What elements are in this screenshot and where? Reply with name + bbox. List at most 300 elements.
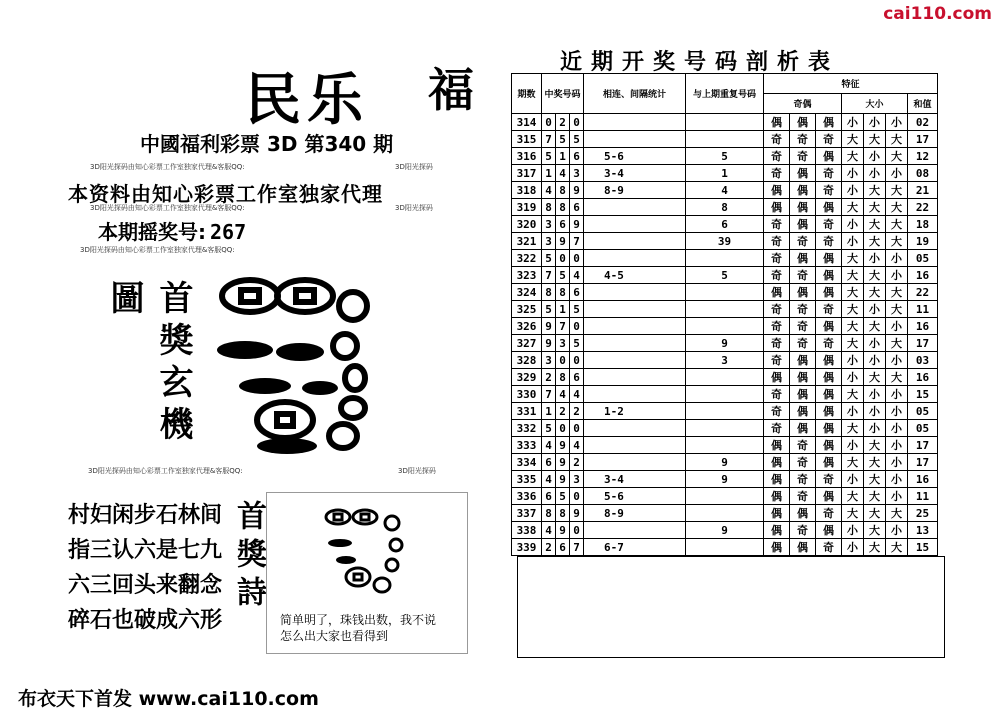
repeat-cell: 5 <box>686 148 764 165</box>
odd-even-cell: 奇 <box>764 131 790 148</box>
size-cell: 小 <box>842 437 864 454</box>
poem-line: 指三认六是七九 <box>68 538 223 563</box>
adjacent-cell: 3-4 <box>584 165 686 182</box>
adjacent-cell: 3-4 <box>584 471 686 488</box>
odd-even-cell: 偶 <box>764 369 790 386</box>
digit-cell: 6 <box>556 539 570 556</box>
site-watermark: cai110.com <box>883 4 992 24</box>
header-sum: 和值 <box>908 94 938 114</box>
digit-cell: 5 <box>542 250 556 267</box>
odd-even-cell: 偶 <box>764 199 790 216</box>
odd-even-cell: 奇 <box>790 471 816 488</box>
issue-cell: 336 <box>512 488 542 505</box>
table-row <box>512 471 938 488</box>
repeat-cell <box>686 114 764 131</box>
odd-even-cell: 偶 <box>816 488 842 505</box>
size-cell: 小 <box>842 165 864 182</box>
digit-cell: 5 <box>570 301 584 318</box>
size-cell: 小 <box>864 420 886 437</box>
issue-cell: 326 <box>512 318 542 335</box>
digit-cell: 5 <box>556 488 570 505</box>
sum-cell: 17 <box>908 454 938 471</box>
size-cell: 大 <box>886 182 908 199</box>
digit-cell: 5 <box>570 131 584 148</box>
odd-even-cell: 偶 <box>816 522 842 539</box>
odd-even-cell: 奇 <box>816 301 842 318</box>
odd-even-cell: 奇 <box>764 148 790 165</box>
digit-cell: 4 <box>570 437 584 454</box>
sum-cell: 19 <box>908 233 938 250</box>
agency-tiny-note: 3D阳光探码 <box>398 467 436 475</box>
size-cell: 大 <box>842 488 864 505</box>
table-row <box>512 267 938 284</box>
adjacent-cell <box>584 284 686 301</box>
size-cell: 小 <box>842 233 864 250</box>
repeat-cell <box>686 369 764 386</box>
sum-cell: 08 <box>908 165 938 182</box>
digit-cell: 5 <box>542 420 556 437</box>
odd-even-cell: 奇 <box>790 148 816 165</box>
size-cell: 大 <box>886 335 908 352</box>
digit-cell: 4 <box>570 386 584 403</box>
table-row <box>512 216 938 233</box>
size-cell: 小 <box>842 471 864 488</box>
digit-cell: 4 <box>556 386 570 403</box>
issue-cell: 318 <box>512 182 542 199</box>
size-cell: 大 <box>886 199 908 216</box>
odd-even-cell: 偶 <box>790 199 816 216</box>
odd-even-cell: 奇 <box>816 131 842 148</box>
size-cell: 大 <box>842 301 864 318</box>
digit-cell: 4 <box>542 437 556 454</box>
odd-even-cell: 奇 <box>790 301 816 318</box>
odd-even-cell: 奇 <box>764 267 790 284</box>
odd-even-cell: 偶 <box>816 386 842 403</box>
digit-cell: 3 <box>570 471 584 488</box>
odd-even-cell: 偶 <box>816 250 842 267</box>
adjacent-cell <box>584 352 686 369</box>
table-row <box>512 250 938 267</box>
draw-stats-table <box>511 73 938 556</box>
odd-even-cell: 奇 <box>816 335 842 352</box>
agency-tiny-note: 3D阳光探码由知心彩票工作室独家代理&客服QQ: <box>90 204 245 212</box>
issue-cell: 335 <box>512 471 542 488</box>
odd-even-cell: 偶 <box>764 114 790 131</box>
digit-cell: 0 <box>570 114 584 131</box>
repeat-cell: 9 <box>686 522 764 539</box>
footer-credit: 布衣天下首发 www.cai110.com <box>18 688 319 710</box>
digit-cell: 3 <box>542 352 556 369</box>
adjacent-cell <box>584 437 686 454</box>
table-row <box>512 114 938 131</box>
size-cell: 大 <box>864 522 886 539</box>
digit-cell: 8 <box>556 505 570 522</box>
size-cell: 大 <box>842 335 864 352</box>
agency-tiny-note: 3D阳光探码由知心彩票工作室独家代理&客服QQ: <box>80 246 235 254</box>
size-cell: 大 <box>886 148 908 165</box>
repeat-cell <box>686 250 764 267</box>
sum-cell: 25 <box>908 505 938 522</box>
agency-tiny-note: 3D阳光探码 <box>395 163 433 171</box>
digit-cell: 0 <box>570 318 584 335</box>
odd-even-cell: 奇 <box>790 318 816 335</box>
digit-cell: 9 <box>570 216 584 233</box>
odd-even-cell: 奇 <box>764 250 790 267</box>
sum-cell: 17 <box>908 437 938 454</box>
digit-cell: 0 <box>570 352 584 369</box>
size-cell: 大 <box>864 267 886 284</box>
size-cell: 小 <box>864 301 886 318</box>
odd-even-cell: 偶 <box>764 437 790 454</box>
odd-even-cell: 偶 <box>790 216 816 233</box>
size-cell: 小 <box>886 318 908 335</box>
repeat-cell: 3 <box>686 352 764 369</box>
size-cell: 小 <box>886 522 908 539</box>
adjacent-cell: 5-6 <box>584 148 686 165</box>
issue-heading: 中國福利彩票 3D 第340 期 <box>140 132 394 156</box>
odd-even-cell: 偶 <box>790 284 816 301</box>
issue-cell: 329 <box>512 369 542 386</box>
digit-cell: 8 <box>542 199 556 216</box>
sum-cell: 12 <box>908 148 938 165</box>
issue-cell: 334 <box>512 454 542 471</box>
size-cell: 大 <box>886 284 908 301</box>
digit-cell: 9 <box>542 335 556 352</box>
size-cell: 小 <box>886 267 908 284</box>
odd-even-cell: 偶 <box>816 352 842 369</box>
sum-cell: 16 <box>908 318 938 335</box>
header-features: 特征 <box>764 74 938 94</box>
odd-even-cell: 奇 <box>790 454 816 471</box>
digit-cell: 7 <box>570 233 584 250</box>
odd-even-cell: 奇 <box>764 386 790 403</box>
digit-cell: 7 <box>570 539 584 556</box>
header-adjacent: 相连、间隔统计 <box>584 74 686 114</box>
odd-even-cell: 奇 <box>764 233 790 250</box>
odd-even-cell: 偶 <box>816 420 842 437</box>
odd-even-cell: 偶 <box>816 267 842 284</box>
issue-cell: 323 <box>512 267 542 284</box>
prize-poem <box>68 498 222 638</box>
table-row <box>512 454 938 471</box>
sum-cell: 11 <box>908 488 938 505</box>
size-cell: 小 <box>842 216 864 233</box>
digit-cell: 5 <box>570 335 584 352</box>
table-row <box>512 335 938 352</box>
adjacent-cell <box>584 454 686 471</box>
odd-even-cell: 奇 <box>764 165 790 182</box>
digit-cell: 1 <box>556 301 570 318</box>
size-cell: 小 <box>842 539 864 556</box>
size-cell: 小 <box>886 386 908 403</box>
poem-line: 村妇闲步石林间 <box>68 503 223 528</box>
table-row <box>512 199 938 216</box>
digit-cell: 7 <box>556 318 570 335</box>
issue-cell: 339 <box>512 539 542 556</box>
digit-cell: 2 <box>556 403 570 420</box>
size-cell: 大 <box>842 505 864 522</box>
odd-even-cell: 偶 <box>764 488 790 505</box>
odd-even-cell: 偶 <box>764 182 790 199</box>
size-cell: 小 <box>842 403 864 420</box>
repeat-cell <box>686 420 764 437</box>
sum-cell: 05 <box>908 403 938 420</box>
coin-puzzle-image <box>205 268 375 458</box>
odd-even-cell: 偶 <box>764 471 790 488</box>
table-row <box>512 437 938 454</box>
sum-cell: 15 <box>908 539 938 556</box>
odd-even-cell: 奇 <box>816 539 842 556</box>
digit-cell: 0 <box>570 488 584 505</box>
sum-cell: 17 <box>908 131 938 148</box>
digit-cell: 9 <box>556 522 570 539</box>
digit-cell: 0 <box>542 114 556 131</box>
adjacent-cell <box>584 420 686 437</box>
odd-even-cell: 奇 <box>790 233 816 250</box>
odd-even-cell: 偶 <box>790 182 816 199</box>
digit-cell: 3 <box>570 165 584 182</box>
odd-even-cell: 偶 <box>764 284 790 301</box>
repeat-cell: 1 <box>686 165 764 182</box>
digit-cell: 8 <box>556 182 570 199</box>
repeat-cell: 9 <box>686 471 764 488</box>
size-cell: 小 <box>886 488 908 505</box>
size-cell: 大 <box>886 216 908 233</box>
size-cell: 小 <box>864 386 886 403</box>
adjacent-cell: 1-2 <box>584 403 686 420</box>
repeat-cell: 6 <box>686 216 764 233</box>
odd-even-cell: 偶 <box>790 369 816 386</box>
odd-even-cell: 奇 <box>764 403 790 420</box>
size-cell: 小 <box>842 114 864 131</box>
odd-even-cell: 偶 <box>816 403 842 420</box>
adjacent-cell: 5-6 <box>584 488 686 505</box>
digit-cell: 4 <box>542 182 556 199</box>
digit-cell: 5 <box>556 131 570 148</box>
digit-cell: 0 <box>556 352 570 369</box>
digit-cell: 4 <box>542 471 556 488</box>
digit-cell: 0 <box>556 250 570 267</box>
issue-cell: 314 <box>512 114 542 131</box>
poem-line: 碎石也破成六形 <box>68 608 223 633</box>
issue-cell: 328 <box>512 352 542 369</box>
size-cell: 小 <box>864 165 886 182</box>
digit-cell: 5 <box>556 267 570 284</box>
odd-even-cell: 奇 <box>790 267 816 284</box>
header-size: 大小 <box>842 94 908 114</box>
issue-cell: 324 <box>512 284 542 301</box>
adjacent-cell <box>584 250 686 267</box>
sum-cell: 16 <box>908 471 938 488</box>
sum-cell: 22 <box>908 199 938 216</box>
digit-cell: 8 <box>542 505 556 522</box>
hint-line: 怎么出大家也看得到 <box>280 629 389 643</box>
digit-cell: 9 <box>556 471 570 488</box>
table-row <box>512 369 938 386</box>
digit-cell: 6 <box>556 216 570 233</box>
size-cell: 大 <box>864 318 886 335</box>
issue-cell: 316 <box>512 148 542 165</box>
digit-cell: 2 <box>556 114 570 131</box>
hint-line: 简单明了，珠钱出数，我不说 <box>280 613 437 627</box>
table-row <box>512 522 938 539</box>
table-row <box>512 284 938 301</box>
adjacent-cell: 8-9 <box>584 182 686 199</box>
odd-even-cell: 偶 <box>790 165 816 182</box>
digit-cell: 9 <box>570 505 584 522</box>
digit-cell: 5 <box>542 148 556 165</box>
size-cell: 大 <box>864 284 886 301</box>
repeat-cell <box>686 131 764 148</box>
size-cell: 大 <box>886 233 908 250</box>
table-row <box>512 182 938 199</box>
repeat-cell <box>686 318 764 335</box>
table-row <box>512 148 938 165</box>
odd-even-cell: 奇 <box>790 522 816 539</box>
digit-cell: 1 <box>556 148 570 165</box>
digit-cell: 7 <box>542 131 556 148</box>
adjacent-cell: 8-9 <box>584 505 686 522</box>
size-cell: 大 <box>864 369 886 386</box>
table-row <box>512 165 938 182</box>
issue-cell: 317 <box>512 165 542 182</box>
digit-cell: 6 <box>570 284 584 301</box>
sum-cell: 11 <box>908 301 938 318</box>
digit-cell: 9 <box>570 182 584 199</box>
table-row <box>512 539 938 556</box>
sum-cell: 03 <box>908 352 938 369</box>
size-cell: 小 <box>886 403 908 420</box>
adjacent-cell: 6-7 <box>584 539 686 556</box>
table-row <box>512 131 938 148</box>
adjacent-cell <box>584 131 686 148</box>
adjacent-cell <box>584 199 686 216</box>
sum-cell: 02 <box>908 114 938 131</box>
adjacent-cell <box>584 301 686 318</box>
sum-cell: 21 <box>908 182 938 199</box>
digit-cell: 0 <box>570 420 584 437</box>
size-cell: 大 <box>864 199 886 216</box>
repeat-cell: 9 <box>686 454 764 471</box>
issue-cell: 331 <box>512 403 542 420</box>
issue-cell: 333 <box>512 437 542 454</box>
sum-cell: 05 <box>908 420 938 437</box>
issue-cell: 319 <box>512 199 542 216</box>
repeat-cell: 5 <box>686 267 764 284</box>
size-cell: 大 <box>864 454 886 471</box>
digit-cell: 1 <box>542 403 556 420</box>
odd-even-cell: 偶 <box>764 505 790 522</box>
agency-notice: 本资料由知心彩票工作室独家代理 <box>68 182 383 206</box>
size-cell: 大 <box>842 131 864 148</box>
odd-even-cell: 奇 <box>816 505 842 522</box>
brand-title: 民乐 <box>245 67 369 133</box>
digit-cell: 5 <box>542 301 556 318</box>
adjacent-cell <box>584 216 686 233</box>
table-row <box>512 488 938 505</box>
digit-cell: 9 <box>556 233 570 250</box>
repeat-cell <box>686 505 764 522</box>
sum-cell: 18 <box>908 216 938 233</box>
digit-cell: 8 <box>556 199 570 216</box>
digit-cell: 8 <box>542 284 556 301</box>
odd-even-cell: 偶 <box>764 522 790 539</box>
header-repeat: 与上期重复号码 <box>686 74 764 114</box>
odd-even-cell: 偶 <box>764 539 790 556</box>
size-cell: 大 <box>864 216 886 233</box>
sum-cell: 15 <box>908 386 938 403</box>
repeat-cell <box>686 386 764 403</box>
size-cell: 小 <box>886 114 908 131</box>
adjacent-cell: 4-5 <box>584 267 686 284</box>
adjacent-cell <box>584 386 686 403</box>
size-cell: 大 <box>842 250 864 267</box>
size-cell: 大 <box>886 539 908 556</box>
issue-cell: 320 <box>512 216 542 233</box>
digit-cell: 0 <box>556 420 570 437</box>
issue-cell: 325 <box>512 301 542 318</box>
digit-cell: 3 <box>542 233 556 250</box>
odd-even-cell: 偶 <box>790 386 816 403</box>
table-row <box>512 386 938 403</box>
odd-even-cell: 偶 <box>764 454 790 471</box>
odd-even-cell: 偶 <box>790 114 816 131</box>
odd-even-cell: 偶 <box>790 403 816 420</box>
draw-label: 本期摇奖号: <box>98 220 206 244</box>
poem-line: 六三回头来翻念 <box>68 573 223 598</box>
agency-tiny-note: 3D阳光探码 <box>395 204 433 212</box>
size-cell: 小 <box>886 437 908 454</box>
poem-title: 首獎詩 <box>231 500 266 614</box>
size-cell: 大 <box>864 131 886 148</box>
digit-cell: 3 <box>556 335 570 352</box>
odd-even-cell: 奇 <box>790 131 816 148</box>
adjacent-cell <box>584 369 686 386</box>
odd-even-cell: 偶 <box>816 284 842 301</box>
size-cell: 大 <box>886 505 908 522</box>
header-issue: 期数 <box>512 74 542 114</box>
size-cell: 小 <box>842 182 864 199</box>
table-row <box>512 233 938 250</box>
digit-cell: 2 <box>570 403 584 420</box>
odd-even-cell: 偶 <box>790 420 816 437</box>
digit-cell: 0 <box>570 250 584 267</box>
puzzle-title: 首獎玄機圖 <box>104 280 193 448</box>
digit-cell: 4 <box>556 165 570 182</box>
odd-even-cell: 偶 <box>816 148 842 165</box>
size-cell: 大 <box>864 505 886 522</box>
digit-cell: 7 <box>542 386 556 403</box>
digit-cell: 1 <box>542 165 556 182</box>
digit-cell: 9 <box>542 318 556 335</box>
repeat-cell <box>686 437 764 454</box>
repeat-cell <box>686 284 764 301</box>
size-cell: 大 <box>842 284 864 301</box>
digit-cell: 2 <box>542 539 556 556</box>
odd-even-cell: 偶 <box>816 318 842 335</box>
sum-cell: 16 <box>908 369 938 386</box>
adjacent-cell <box>584 233 686 250</box>
size-cell: 大 <box>842 148 864 165</box>
size-cell: 小 <box>842 352 864 369</box>
digit-cell: 3 <box>542 216 556 233</box>
odd-even-cell: 奇 <box>790 437 816 454</box>
size-cell: 小 <box>864 335 886 352</box>
odd-even-cell: 偶 <box>790 539 816 556</box>
digit-cell: 7 <box>542 267 556 284</box>
digit-cell: 6 <box>542 454 556 471</box>
issue-cell: 321 <box>512 233 542 250</box>
